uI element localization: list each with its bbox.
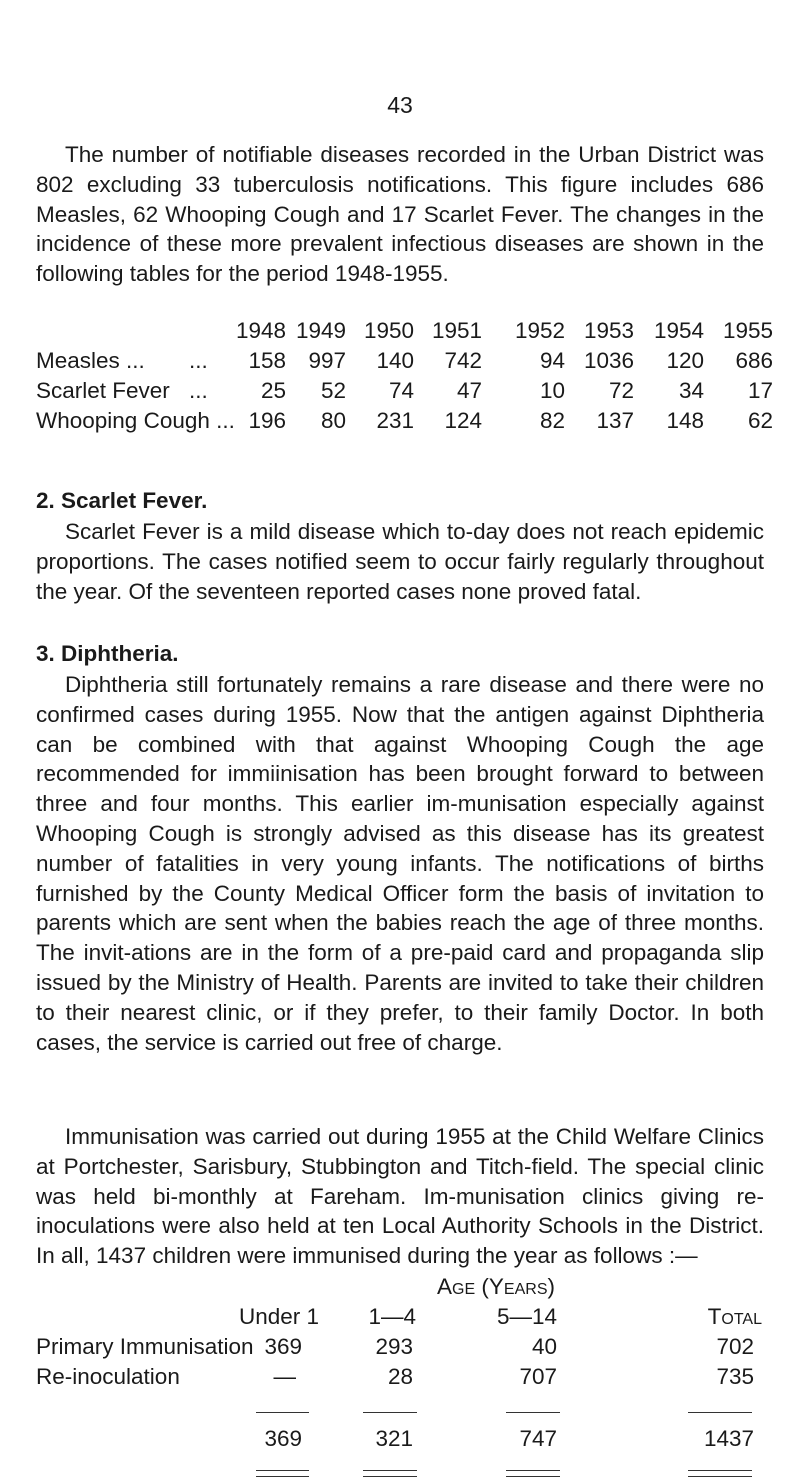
table-cell: 196	[248, 408, 286, 433]
column-header: Under 1	[238, 1304, 319, 1329]
table-cell: 25	[260, 378, 286, 403]
table-cell: 82	[539, 408, 565, 433]
total-cell: 747	[519, 1426, 557, 1451]
table-cell: —	[273, 1364, 296, 1389]
column-header: 5—14	[496, 1304, 557, 1329]
column-header: 1—4	[368, 1304, 416, 1329]
table-cell: 231	[376, 408, 414, 433]
table-cell: 1036	[583, 348, 634, 373]
table-cell: 94	[539, 348, 565, 373]
total-cell: 369	[264, 1426, 302, 1451]
table-row-measles	[36, 348, 776, 378]
sum-rule	[688, 1412, 752, 1413]
total-cell: 321	[375, 1426, 413, 1451]
sum-rule	[363, 1412, 417, 1413]
row-dots: ...	[189, 348, 208, 373]
table-cell: 997	[308, 348, 346, 373]
table-cell: 62	[747, 408, 773, 433]
section-heading-diphtheria: 3. Diphtheria.	[36, 641, 179, 666]
year-header: 1954	[653, 318, 704, 343]
table-cell: 72	[608, 378, 634, 403]
table-cell: 293	[375, 1334, 413, 1359]
table-cell: 369	[264, 1334, 302, 1359]
table-cell: 742	[444, 348, 482, 373]
year-header: 1952	[514, 318, 565, 343]
year-header: 1949	[295, 318, 346, 343]
scarlet-fever-paragraph: Scarlet Fever is a mild disease which to-day does not reach epidemic proportions. The cases notified seem to occur fairly regularly throughout the year. Of the seventeen reported cases none proved fatal.	[36, 519, 764, 604]
year-header: 1950	[363, 318, 414, 343]
totals-row	[36, 1426, 776, 1456]
year-header: 1953	[583, 318, 634, 343]
table-cell: 80	[320, 408, 346, 433]
table-cell: 158	[248, 348, 286, 373]
page-number: 43	[387, 92, 413, 118]
table-cell: 28	[387, 1364, 413, 1389]
column-header-row	[36, 1304, 776, 1334]
table-row-primary-immunisation	[36, 1334, 776, 1364]
table-cell: 148	[666, 408, 704, 433]
table-cell: 120	[666, 348, 704, 373]
table-cell: 124	[444, 408, 482, 433]
table-row-scarlet-fever	[36, 378, 776, 408]
row-dots: ...	[189, 378, 208, 403]
table-cell: 702	[716, 1334, 754, 1359]
immunisation-paragraph: Immunisation was carried out during 1955 at the Child Welfare Clinics at Portchester, Sarisbury, Stubbington and Titch-field. The special clinic was held bi-monthly at Fareham. Im-munisation clinics giving re-inoculations were also held at ten Local Authority Schools in the District. In all, 1437 children were immunised during the year as follows :—	[36, 1124, 764, 1269]
diphtheria-paragraph: Diphtheria still fortunately remains a rare disease and there were no confirmed cases during 1955. Now that the antigen against Diphtheria can be combined with that against Whooping Cough the age recommended for immiinisation has been brought forward to between three and four months. This earlier im-munisation especially against Whooping Cough is strongly advised as this disease has its greatest number of fatalities in very young infants. The notifications of births furnished by the County Medical Officer form the basis of invitation to parents which are sent when the babies reach the age of three months. The invit-ations are in the form of a pre-paid card and propaganda slip issued by the Ministry of Health. Parents are invited to take their children to their nearest clinic, or if they prefer, to their family Doctor. In both cases, the service is carried out free of charge.	[36, 672, 764, 1055]
table-cell: 735	[716, 1364, 754, 1389]
table-cell: 140	[376, 348, 414, 373]
year-header: 1955	[722, 318, 773, 343]
intro-paragraph: The number of notifiable diseases recorded in the Urban District was 802 excluding 33 tuberculosis notifications. This figure includes 686 Measles, 62 Whooping Cough and 17 Scarlet Fever. The changes in the incidence of these more prevalent infectious diseases are shown in the following tables for the period 1948-1955.	[36, 142, 764, 287]
table-cell: 686	[735, 348, 773, 373]
sum-rule	[256, 1412, 309, 1413]
double-rule	[506, 1470, 560, 1477]
table-cell: 10	[539, 378, 565, 403]
row-label: Measles ...	[36, 348, 145, 373]
year-header-row	[36, 318, 776, 348]
total-cell: 1437	[703, 1426, 754, 1451]
row-label: Re-inoculation	[36, 1364, 180, 1389]
double-rule	[256, 1470, 309, 1477]
column-header: Total	[707, 1304, 762, 1329]
row-label: Primary Immunisation	[36, 1334, 254, 1359]
table-cell: 52	[320, 378, 346, 403]
age-header-row	[36, 1274, 776, 1304]
year-header: 1948	[235, 318, 286, 343]
table-cell: 17	[747, 378, 773, 403]
table-cell: 34	[678, 378, 704, 403]
row-label: Scarlet Fever	[36, 378, 170, 403]
table-cell: 40	[531, 1334, 557, 1359]
section-heading-scarlet-fever: 2. Scarlet Fever.	[36, 488, 208, 513]
age-years-header: Age (Years)	[437, 1274, 555, 1299]
sum-rule	[506, 1412, 560, 1413]
year-header: 1951	[431, 318, 482, 343]
table-row-whooping-cough	[36, 408, 776, 438]
table-cell: 74	[388, 378, 414, 403]
table-cell: 707	[519, 1364, 557, 1389]
double-rule	[363, 1470, 417, 1477]
table-cell: 47	[456, 378, 482, 403]
double-rule	[688, 1470, 752, 1477]
table-row-re-inoculation	[36, 1364, 776, 1394]
row-label: Whooping Cough ...	[36, 408, 235, 433]
table-cell: 137	[596, 408, 634, 433]
